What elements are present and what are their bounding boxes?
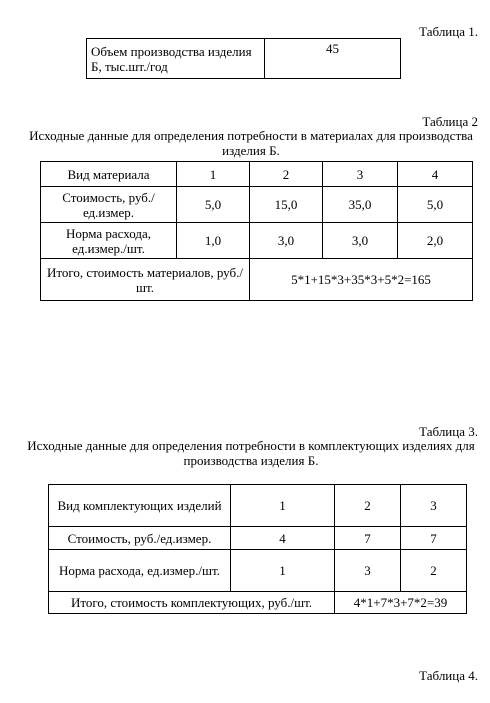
production-volume-value: 45 [265,39,401,79]
row-label: Норма расхода, ед.измер./шт. [41,223,177,259]
table-cell: 3,0 [250,223,323,259]
production-volume-label: Объем производства изделия Б, тыс.шт./год [87,39,265,79]
row-label: Стоимость, руб./ед.измер. [49,527,231,550]
table-cell: 1,0 [177,223,250,259]
components-table [48,484,467,614]
row-label: Стоимость, руб./ед.измер. [41,187,177,223]
table3-caption: Таблица 3. [419,424,478,439]
table-total-row [41,259,473,301]
table-cell: 7 [335,527,401,550]
table-cell: 15,0 [250,187,323,223]
column-header: 1 [231,485,335,527]
column-header: 4 [398,162,473,187]
table3-title: Исходные данные для определения потребности в комплектующих изделиях для производства изделия Б. [27,438,475,468]
column-header: 2 [335,485,401,527]
table4-caption: Таблица 4. [419,668,478,683]
table-row [87,39,401,79]
table-cell: 35,0 [323,187,398,223]
table-cell: 7 [401,527,467,550]
total-label: Итого, стоимость материалов, руб./шт. [41,259,250,301]
total-value: 4*1+7*3+7*2=39 [335,592,467,614]
material-type-header: Вид материала [41,162,177,187]
table-row [49,527,467,550]
table-row [41,223,473,259]
column-header: 3 [401,485,467,527]
production-volume-table [86,38,401,79]
table-cell: 5,0 [177,187,250,223]
table-cell: 3 [335,550,401,592]
total-label: Итого, стоимость комплектующих, руб./шт. [49,592,335,614]
table-header-row [41,162,473,187]
table1-caption: Таблица 1. [419,24,478,39]
table-cell: 3,0 [323,223,398,259]
table-row [41,187,473,223]
table-total-row [49,592,467,614]
total-value: 5*1+15*3+35*3+5*2=165 [250,259,473,301]
table-cell: 4 [231,527,335,550]
table-cell: 2,0 [398,223,473,259]
row-label: Норма расхода, ед.измер./шт. [49,550,231,592]
column-header: 1 [177,162,250,187]
table-cell: 5,0 [398,187,473,223]
materials-table [40,161,473,301]
table2-title: Исходные данные для определения потребности в материалах для производства изделия Б. [29,128,473,158]
column-header: 3 [323,162,398,187]
table2-caption: Таблица 2 [422,114,478,129]
table-cell: 1 [231,550,335,592]
column-header: 2 [250,162,323,187]
table-cell: 2 [401,550,467,592]
table-row [49,550,467,592]
component-type-header: Вид комплектующих изделий [49,485,231,527]
table-header-row [49,485,467,527]
